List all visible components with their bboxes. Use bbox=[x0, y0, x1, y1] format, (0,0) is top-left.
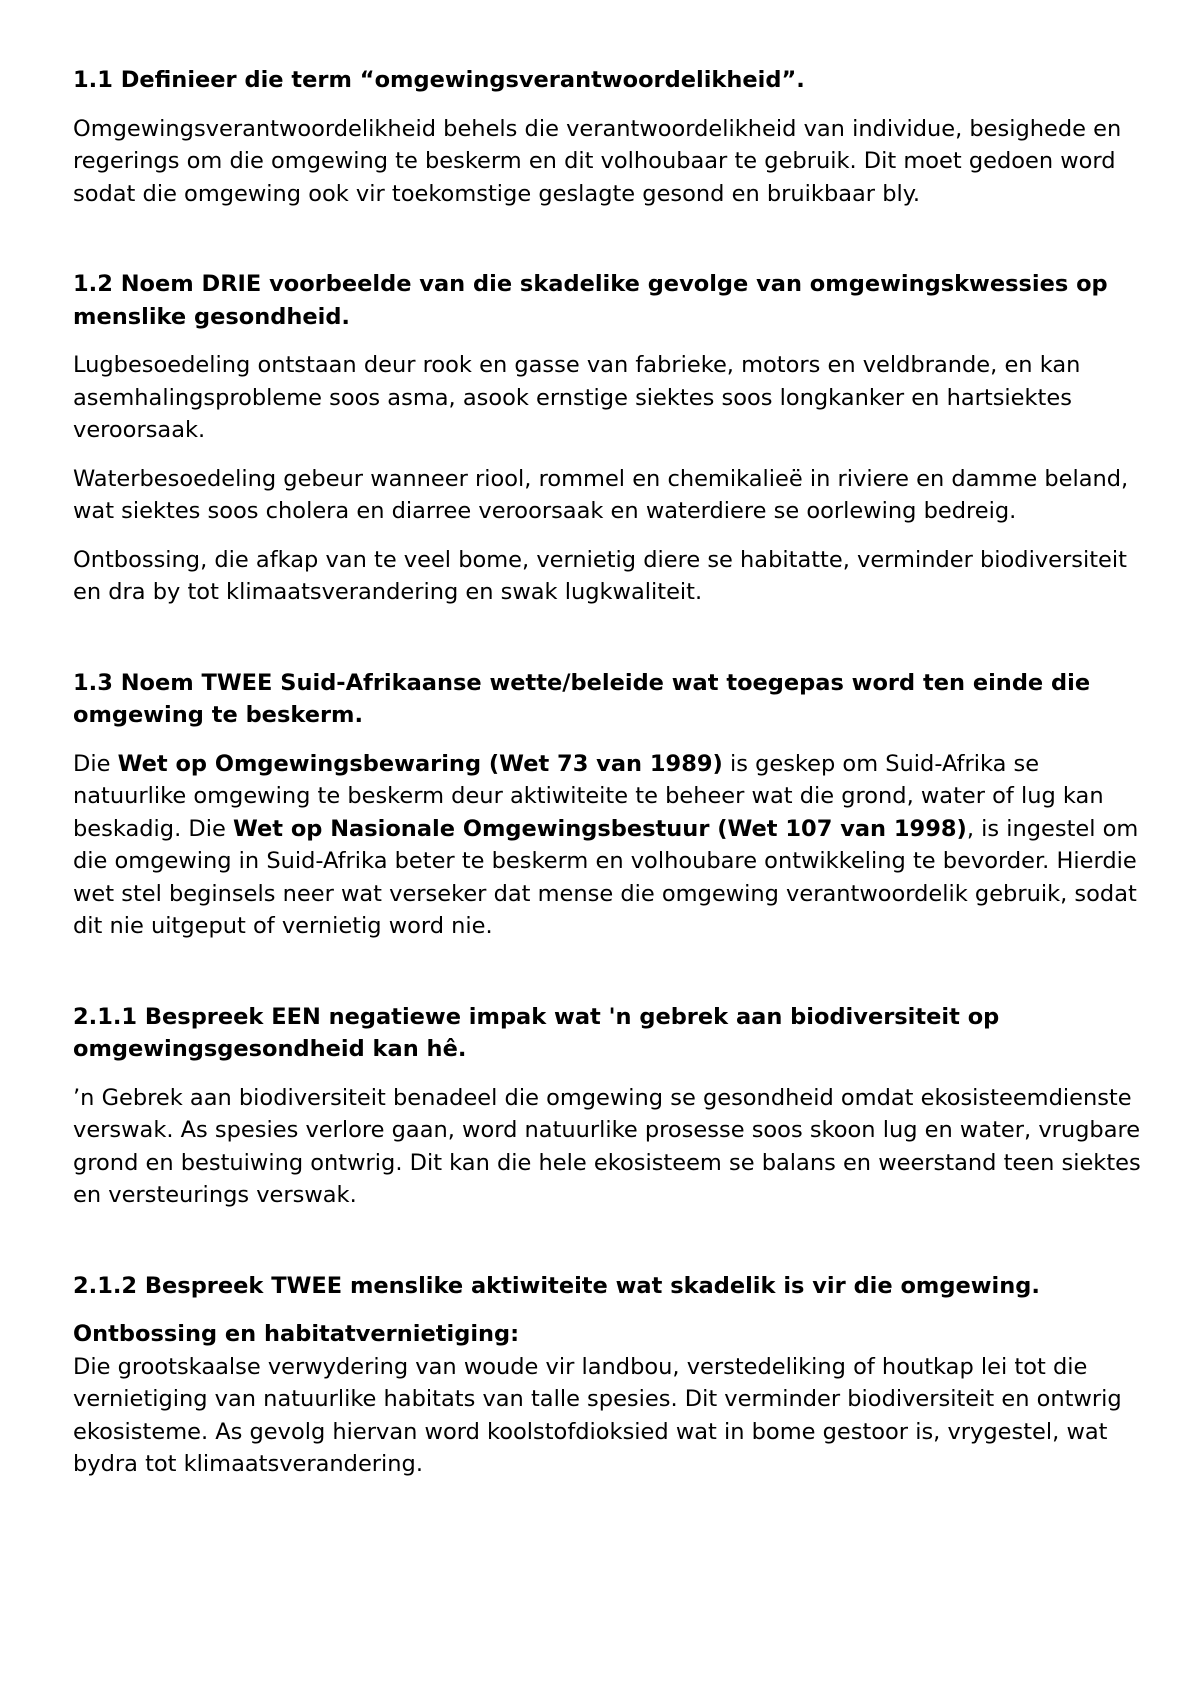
answer-2-1-2: Die grootskaalse verwydering van woude vir landbou, verstedeliking of houtkap lei tot die vernietiging van natuurlike habitats van talle spesies. Dit verminder biodiversiteit en ontwrig ekosisteme. As gevolg hiervan word koolstofdioksied wat in bome gestoor is, vrygestel, wat bydra tot klimaatsverandering. bbox=[73, 1353, 1122, 1477]
answer-1-2-deforestation: Ontbossing, die afkap van te veel bome, vernietig diere se habitatte, verminder biodiversiteit en dra by tot klimaatsverandering en swak lugkwaliteit. bbox=[73, 546, 1127, 605]
answer-1-2-water-pollution: Waterbesoedeling gebeur wanneer riool, rommel en chemikalieë in riviere en damme beland, wat siektes soos cholera en diarree veroorsaak en waterdiere se oorlewing bedreig. bbox=[73, 465, 1129, 524]
question-2-1-1: 2.1.1 Bespreek EEN negatiewe impak wat 'n gebrek aan biodiversiteit op omgewingsgesondheid kan hê. bbox=[73, 1003, 1000, 1062]
question-1-1: 1.1 Definieer die term “omgewingsverantwoordelikheid”. bbox=[73, 67, 805, 93]
question-1-2: 1.2 Noem DRIE voorbeelde van die skadelike gevolge van omgewingskwessies op menslike gesondheid. bbox=[73, 271, 1108, 330]
answer-1-1: Omgewingsverantwoordelikheid behels die verantwoordelikheid van individue, besighede en regerings om die omgewing te beskerm en dit volhoubaar te gebruik. Dit moet gedoen word sodat die omgewing ook vir toekomstige geslagte gesond en bruikbaar bly. bbox=[73, 115, 1122, 207]
answer-1-3-text-a: Die bbox=[73, 750, 118, 777]
answer-1-3 bbox=[73, 748, 1143, 943]
section-spacer bbox=[73, 226, 1143, 268]
subheading-deforestation: Ontbossing en habitatvernietiging: bbox=[73, 1321, 520, 1347]
section-spacer bbox=[73, 625, 1143, 667]
law-name-1: Wet op Omgewingsbewaring (Wet 73 van 1989) bbox=[117, 750, 723, 777]
question-1-3: 1.3 Noem TWEE Suid-Afrikaanse wette/beleide wat toegepas word ten einde die omgewing te beskerm. bbox=[73, 669, 1091, 728]
answer-1-3-text-b: is geskep om Suid-Afrika se natuurlike omgewing te beskerm deur aktiwiteite te beheer wat die grond, water of lug kan beskadig. Die bbox=[73, 750, 1104, 842]
section-spacer bbox=[73, 1228, 1143, 1270]
section-spacer bbox=[73, 959, 1143, 1001]
answer-1-2-air-pollution: Lugbesoedeling ontstaan deur rook en gasse van fabrieke, motors en veldbrande, en kan asemhalingsprobleme soos asma, asook ernstige siektes soos longkanker en hartsiektes veroorsaak. bbox=[73, 352, 1081, 443]
document-page bbox=[73, 64, 1143, 1497]
answer-2-1-1: ’n Gebrek aan biodiversiteit benadeel die omgewing se gesondheid omdat ekosisteemdienste verswak. As spesies verlore gaan, word natuurlike prosesse soos skoon lug en water, vrugbare grond en bestuiwing ontwrig. Dit kan die hele ekosisteem se balans en weerstand teen siektes en versteurings verswak. bbox=[73, 1084, 1141, 1208]
answer-1-3-text-c: , is ingestel om die omgewing in Suid-Afrika beter te beskerm en volhoubare ontwikkeling te bevorder. Hierdie wet stel beginsels neer wat verseker dat mense die omgewing verantwoordelik gebruik, sodat dit nie uitgeput of vernietig word nie. bbox=[73, 815, 1139, 939]
question-2-1-2: 2.1.2 Bespreek TWEE menslike aktiwiteite wat skadelik is vir die omgewing. bbox=[73, 1272, 1040, 1299]
law-name-2: Wet op Nasionale Omgewingsbestuur (Wet 107 van 1998) bbox=[232, 815, 967, 842]
